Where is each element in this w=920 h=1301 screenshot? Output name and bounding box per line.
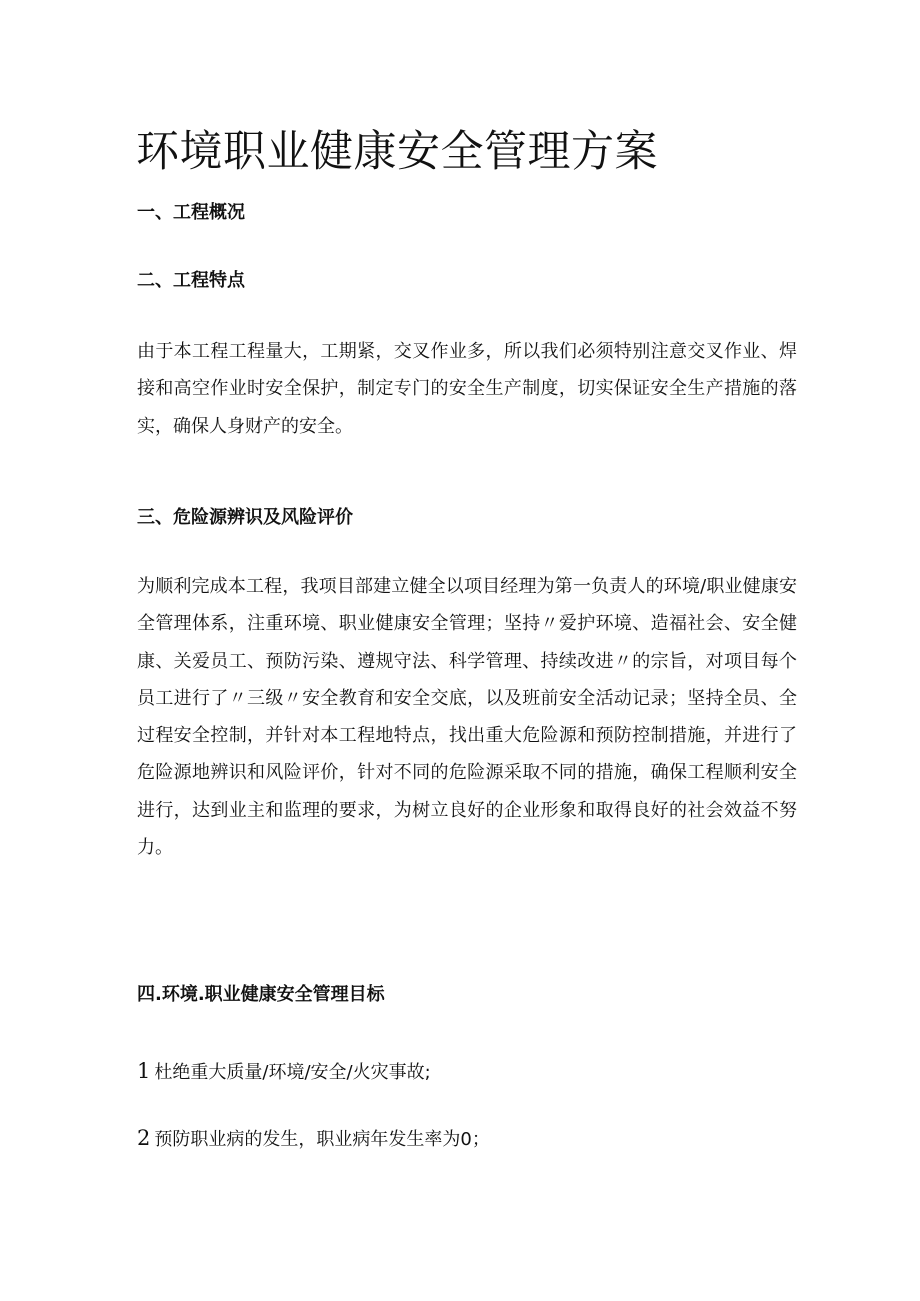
hazard-paragraph: 为顺利完成本工程，我项目部建立健全以项目经理为第一负责人的环境/职业健康安全管理体系，注重环境、职业健康安全管理；坚持〃爱护环境、造福社会、安全健康、关爱员工、预防污染、遵规守法、科学管理、持续改进〃的宗旨，对项目每个员工进行了〃三级〃安全教育和安全交底，以及班前安全活动记录；坚持全员、全过程安全控制，并针对本工程地特点，找出重大危险源和预防控制措施，并进行了危险源地辨识和风险评价，针对不同的危险源采取不同的措施，确保工程顺利安全进行，达到业主和监理的要求，为树立良好的企业形象和取得良好的社会效益不努力。 [137,576,797,859]
goal-number: 1 [137,1059,151,1083]
section-heading-overview: 一、工程概况 [137,202,245,223]
goal-number: 2 [137,1126,151,1150]
goal-text: 杜绝重大质量/环境/安全/火灾事故; [154,1062,431,1083]
document-title: 环境职业健康安全管理方案 [136,127,658,177]
goal-text: 预防职业病的发生，职业病年发生率为0； [154,1129,490,1150]
features-paragraph: 由于本工程工程量大，工期紧，交叉作业多，所以我们必须特别注意交叉作业、焊接和高空作业时安全保护，制定专门的安全生产制度，切实保证安全生产措施的落实，确保人身财产的安全。 [137,341,797,437]
section-heading-features: 二、工程特点 [137,270,245,291]
goal-list-item [137,1057,431,1087]
section-heading-management-goals: 四.环境.职业健康安全管理目标 [137,984,385,1005]
goal-list-item [137,1124,490,1154]
section-heading-hazard-identification: 三、危险源辨识及风险评价 [137,507,353,528]
